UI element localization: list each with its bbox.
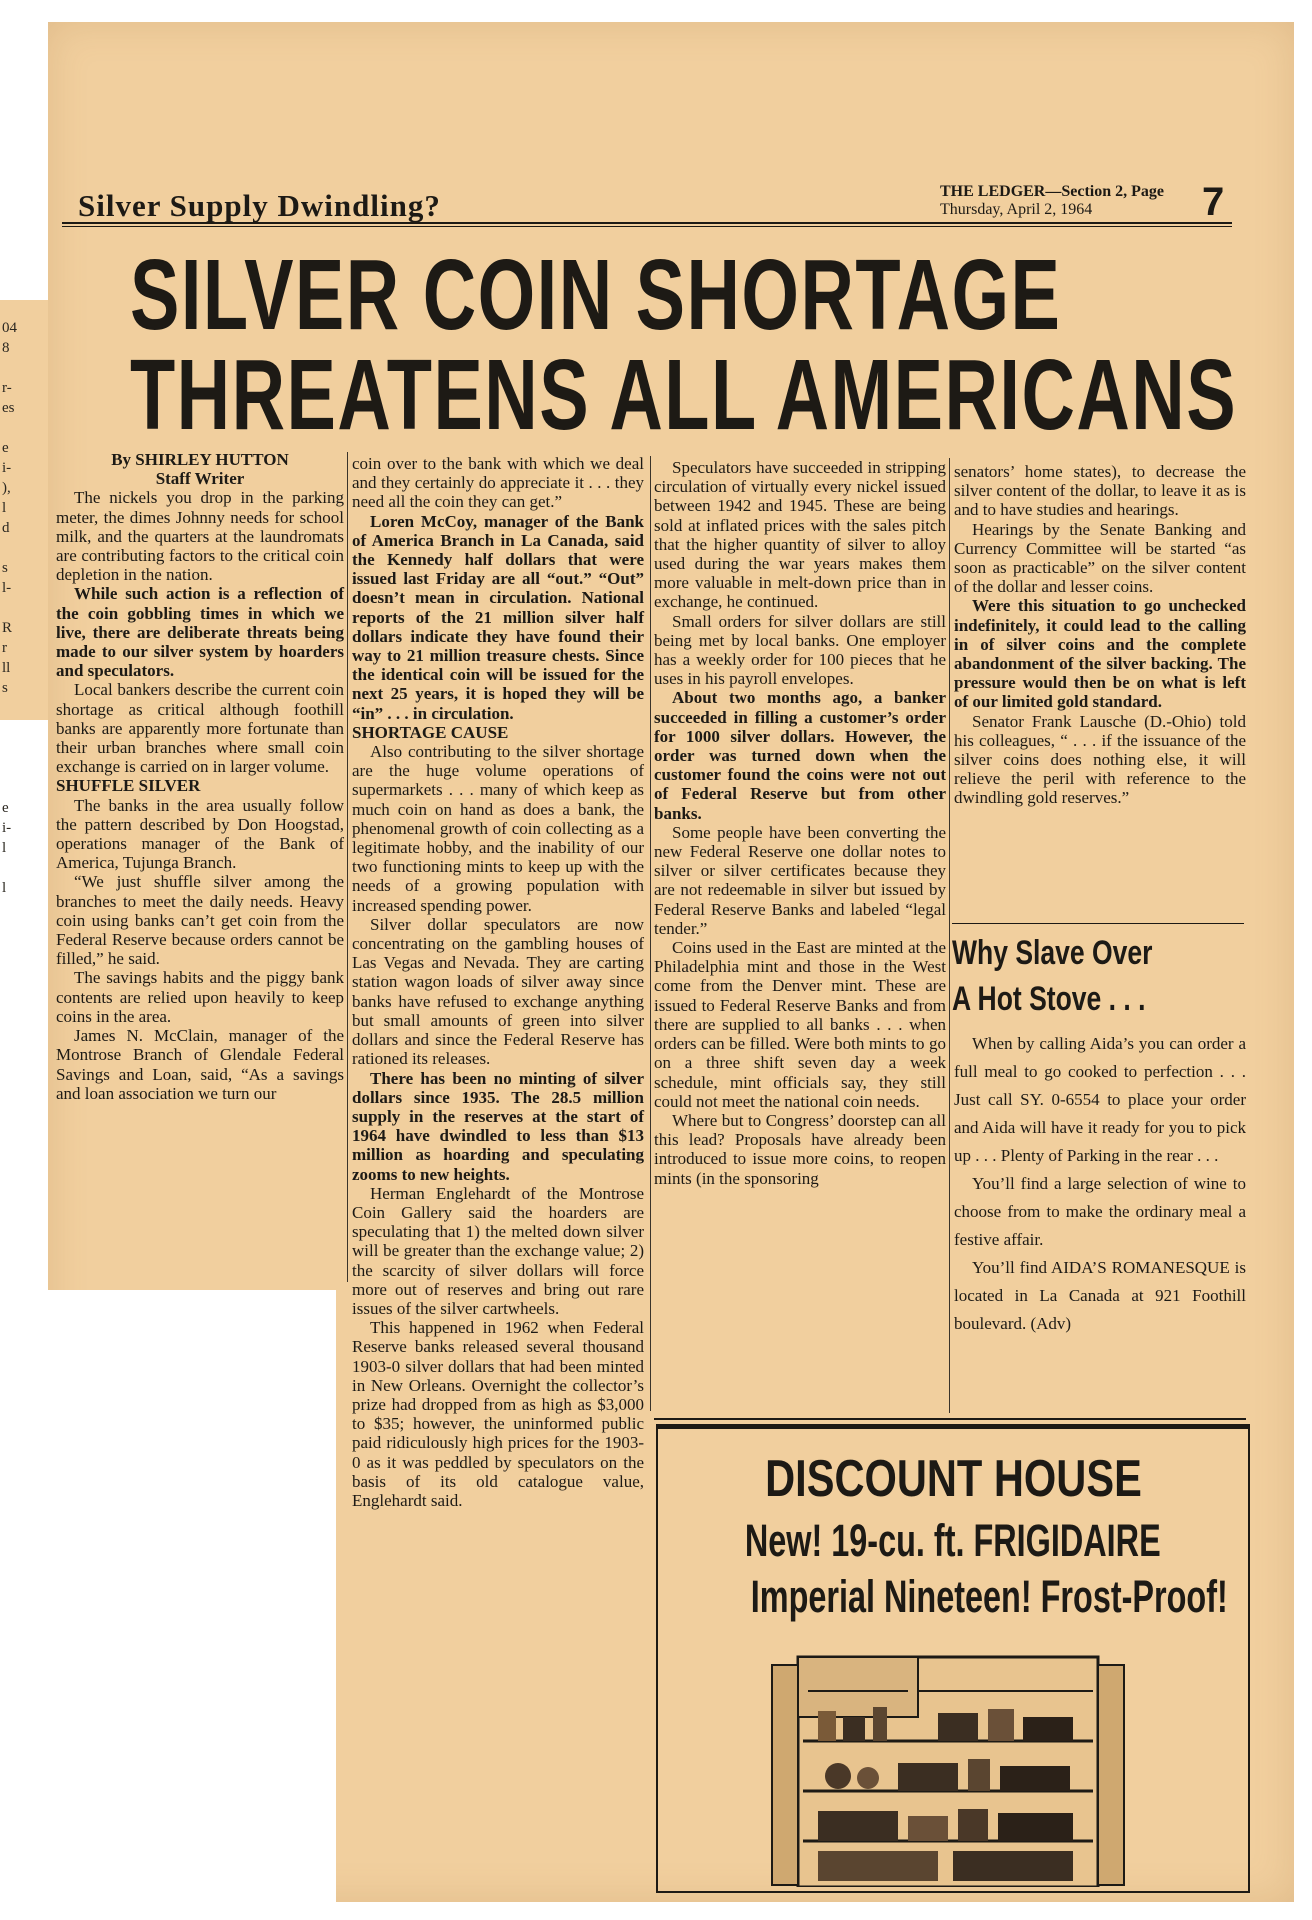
clipping-fragment: e: [2, 440, 9, 456]
clipping-fragment: [2, 738, 46, 758]
discount-house-ad: [656, 1424, 1250, 1893]
article-paragraph: Speculators have succeeded in stripping circulation of virtually every nickel issued between 1942 and 1945. These are being sold at inflated prices with the sales pitch that the higher quantity of silver to alloy used during the war years makes them more valuable in melt-down price than in exchange, he continued.: [654, 458, 946, 612]
article-paragraph: Silver dollar speculators are now concentrating on the gambling houses of Las Vegas and Nevada. They are carting station wagon loads of silver away since banks have refused to exchange anything but small amounts of green into silver dollars and since the Federal Reserve has rationed its releases.: [352, 914, 644, 1069]
article-paragraph: Small orders for silver dollars are still being met by local banks. One employer has a weekly order for 100 pieces that he uses in his payroll envelopes.: [654, 611, 946, 689]
clipping-fragment: l-: [2, 580, 12, 596]
clipping-fragment: [2, 758, 46, 778]
headline-line-1: SILVER COIN SHORTAGE: [130, 239, 1062, 351]
clipping-cutout: [48, 1290, 336, 1902]
clipping-fragment: r-: [2, 380, 12, 396]
subhead: SHORTAGE CAUSE: [352, 722, 509, 742]
subhead: SHUFFLE SILVER: [56, 776, 201, 796]
advertorial-paragraph: You’ll find a large selection of wine to choose from to make the ordinary meal a festive affair.: [954, 1174, 1246, 1249]
article-paragraph: This happened in 1962 when Federal Reserve banks released several thousand 1903-0 silver dollars that had been minted in New Orleans. Overnight the collector’s prize had dropped from as high as $3,000 to $35; however, the uninformed public paid ridiculously high prices for the 1903-0 as it was peddled by speculators on the basis of its old catalogue value, Englehardt said.: [352, 1318, 644, 1510]
clipping-fragment: [2, 858, 46, 878]
article-paragraph: Some people have been converting the new Federal Reserve one dollar notes to silver or silver certificates because they are not redeemable in silver but issued by Federal Reserve Banks and labeled “legal tender.”: [654, 822, 946, 938]
clipping-fragment: r: [2, 640, 7, 656]
column-rule: [347, 452, 348, 1282]
article-column-3: [654, 458, 946, 1188]
advertorial-rule: [952, 923, 1244, 924]
article-paragraph: Senator Frank Lausche (D.-Ohio) told his colleagues, “ . . . if the issuance of the silver coins does nothing else, it will relieve the peril with reference to the dwindling gold reserves.”: [954, 711, 1246, 808]
clipping-fragment: s: [2, 680, 8, 696]
clipping-fragment: [2, 718, 46, 738]
clipping-fragment: l: [2, 880, 7, 896]
clipping-fragment: d: [2, 520, 10, 536]
clipping-fragment: [2, 358, 46, 378]
advertorial-title-line-2: A Hot Stove . . .: [952, 980, 1146, 1018]
advertorial-paragraph: You’ll find AIDA’S ROMANESQUE is located in La Canada at 921 Foothill boulevard. (Adv): [954, 1258, 1246, 1333]
clipping-fragment: l: [2, 500, 7, 516]
clipping-fragment: 04: [2, 320, 17, 336]
article-column-1: [56, 450, 344, 1103]
ad-top-rule: [654, 1418, 1246, 1420]
clipping-fragment: [2, 898, 46, 918]
adjacent-clipping-fragments: [2, 318, 46, 918]
byline: By SHIRLEY HUTTON: [111, 450, 289, 469]
clipping-fragment: l: [2, 840, 7, 856]
refrigerator-illustration: [768, 1651, 1128, 1887]
advertorial-title-line-1: Why Slave Over: [952, 934, 1153, 972]
article-paragraph: coin over to the bank with which we deal and they certainly do appreciate it . . . they need all the coin they can get.”: [352, 454, 644, 512]
column-rule: [949, 458, 950, 1413]
advertorial-paragraph: When by calling Aida’s you can order a full meal to go cooked to perfection . . . Just call SY. 0-6554 to place your order and Aida will have it ready for you to pick up . . . Plenty of Parking in the rear . . .: [954, 1034, 1246, 1165]
article-paragraph: Hearings by the Senate Banking and Currency Committee will be started “as soon as practicable” on the silver content of the dollar and lesser coins.: [954, 519, 1246, 597]
ad-store-name: DISCOUNT HOUSE: [764, 1450, 1142, 1508]
clipping-fragment: i-: [2, 820, 12, 836]
clipping-fragment: ll: [2, 660, 11, 676]
article-paragraph: About two months ago, a banker succeeded in filling a customer’s order for 1000 silver dollars. However, the order was turned down when the customer found the coins were not out of Federal Reserve but from other banks.: [654, 688, 946, 823]
article-paragraph: Were this situation to go unchecked indefinitely, it could lead to the calling in of silver coins and the complete abandonment of the silver backing. The pressure would then be on what is left of our limited gold standard.: [954, 596, 1246, 712]
folio-section: THE LEDGER—Section 2, Page: [940, 183, 1165, 200]
clipping-fragment: es: [2, 400, 15, 416]
folio: [940, 183, 1164, 219]
clipping-fragment: [2, 598, 46, 618]
headline-line-2: THREATENS ALL AMERICANS: [130, 339, 1238, 451]
article-paragraph: The savings habits and the piggy bank contents are relied upon heavily to keep coins in the area.: [56, 968, 344, 1026]
byline-role: Staff Writer: [155, 469, 245, 489]
clipping-fragment: e: [2, 800, 9, 816]
article-paragraph: The nickels you drop in the parking meter, the dimes Johnny needs for school milk, and the quarters at the laundromats are contributing factors to the critical coin depletion in the nation.: [56, 488, 344, 585]
clipping-fragment: R: [2, 620, 13, 636]
column-rule: [650, 456, 651, 1411]
advertorial-body: [954, 1030, 1246, 1338]
ad-product: New! 19-cu. ft. FRIGIDAIRE: [745, 1515, 1161, 1566]
article-paragraph: “We just shuffle silver among the branches to meet the daily needs. Heavy coin using banks can’t get coin from the Federal Reserve because orders cannot be filled,” he said.: [56, 872, 344, 969]
clipping-fragment: [2, 778, 46, 798]
advertorial-title: [952, 930, 1248, 1022]
clipping-fragment: [2, 698, 46, 718]
clipping-fragment: s: [2, 560, 8, 576]
article-paragraph: Herman Englehardt of the Montrose Coin Gallery said the hoarders are speculating that 1) the melted down silver will be greater than the exchange value; 2) the scarcity of silver dollars will force more out of reserves and bring out rare issues of the silver cartwheels.: [352, 1183, 644, 1318]
clipping-fragment: [2, 538, 46, 558]
header-rule: [62, 222, 1232, 224]
clipping-fragment: i-: [2, 460, 12, 476]
folio-date: Thursday, April 2, 1964: [940, 201, 1093, 218]
article-paragraph: James N. McClain, manager of the Montrose Branch of Glendale Federal Savings and Loan, said, “As a savings and loan association we turn our: [56, 1026, 344, 1103]
article-paragraph: Local bankers describe the current coin shortage as critical although foothill banks are apparently more fortunate than their urban branches where small coin exchange is carried on in larger volume.: [56, 680, 344, 777]
section-kicker: Silver Supply Dwindling?: [78, 188, 441, 223]
article-paragraph: Also contributing to the silver shortage are the huge volume operations of supermarkets . . . many of which keep as much coin on hand as does a bank, the phenomenal growth of coin collecting as a legitimate hobby, and the inability of our two functioning mints to keep up with the needs of a growing population with increased spending power.: [352, 742, 644, 915]
article-paragraph: Coins used in the East are minted at the Philadelphia mint and those in the West come from the Denver mint. These are issued to Federal Reserve Banks and from there are supplied to all banks . . . when orders can be filled. Were both mints to go on a three shift seven day a week schedule, mint officials say, they still could not meet the national coin needs.: [654, 938, 946, 1111]
article-paragraph: Where but to Congress’ doorstep can all this lead? Proposals have already been introduced to issue more coins, to reopen mints (in the sponsoring: [654, 1110, 946, 1188]
clipping-fragment: ),: [2, 480, 11, 496]
header-rule-thin: [62, 226, 1232, 227]
article-paragraph: While such action is a reflection of the coin gobbling times in which we live, there are deliberate threats being made to our silver system by hoarders and speculators.: [56, 584, 344, 681]
page-number: 7: [1202, 180, 1225, 224]
clipping-fragment: 8: [2, 340, 10, 356]
article-paragraph: Loren McCoy, manager of the Bank of America Branch in La Canada, said the Kennedy half dollars that were issued last Friday are all “out.” “Out” doesn’t mean in circulation. National reports of the 21 million silver half dollars indicate they have found their way to 21 million treasure chests. Since the identical coin will be issued for the next 25 years, it is hoped they will be “in” . . . in circulation.: [352, 511, 644, 723]
article-paragraph: There has been no minting of silver dollars since 1935. The 28.5 million supply in the reserves at the start of 1964 have dwindled to less than $13 million as hoarding and speculating zooms to new heights.: [352, 1068, 644, 1184]
article-paragraph: senators’ home states), to decrease the silver content of the dollar, to leave it as is and to have studies and hearings.: [954, 462, 1246, 520]
article-column-4: [954, 462, 1246, 808]
article-column-2: [352, 454, 644, 1510]
clipping-fragment: [2, 418, 46, 438]
ad-tagline: Imperial Nineteen! Frost-Proof!: [750, 1571, 1228, 1622]
article-paragraph: The banks in the area usually follow the pattern described by Don Hoogstad, operations manager of the Bank of America, Tujunga Branch.: [56, 795, 344, 873]
